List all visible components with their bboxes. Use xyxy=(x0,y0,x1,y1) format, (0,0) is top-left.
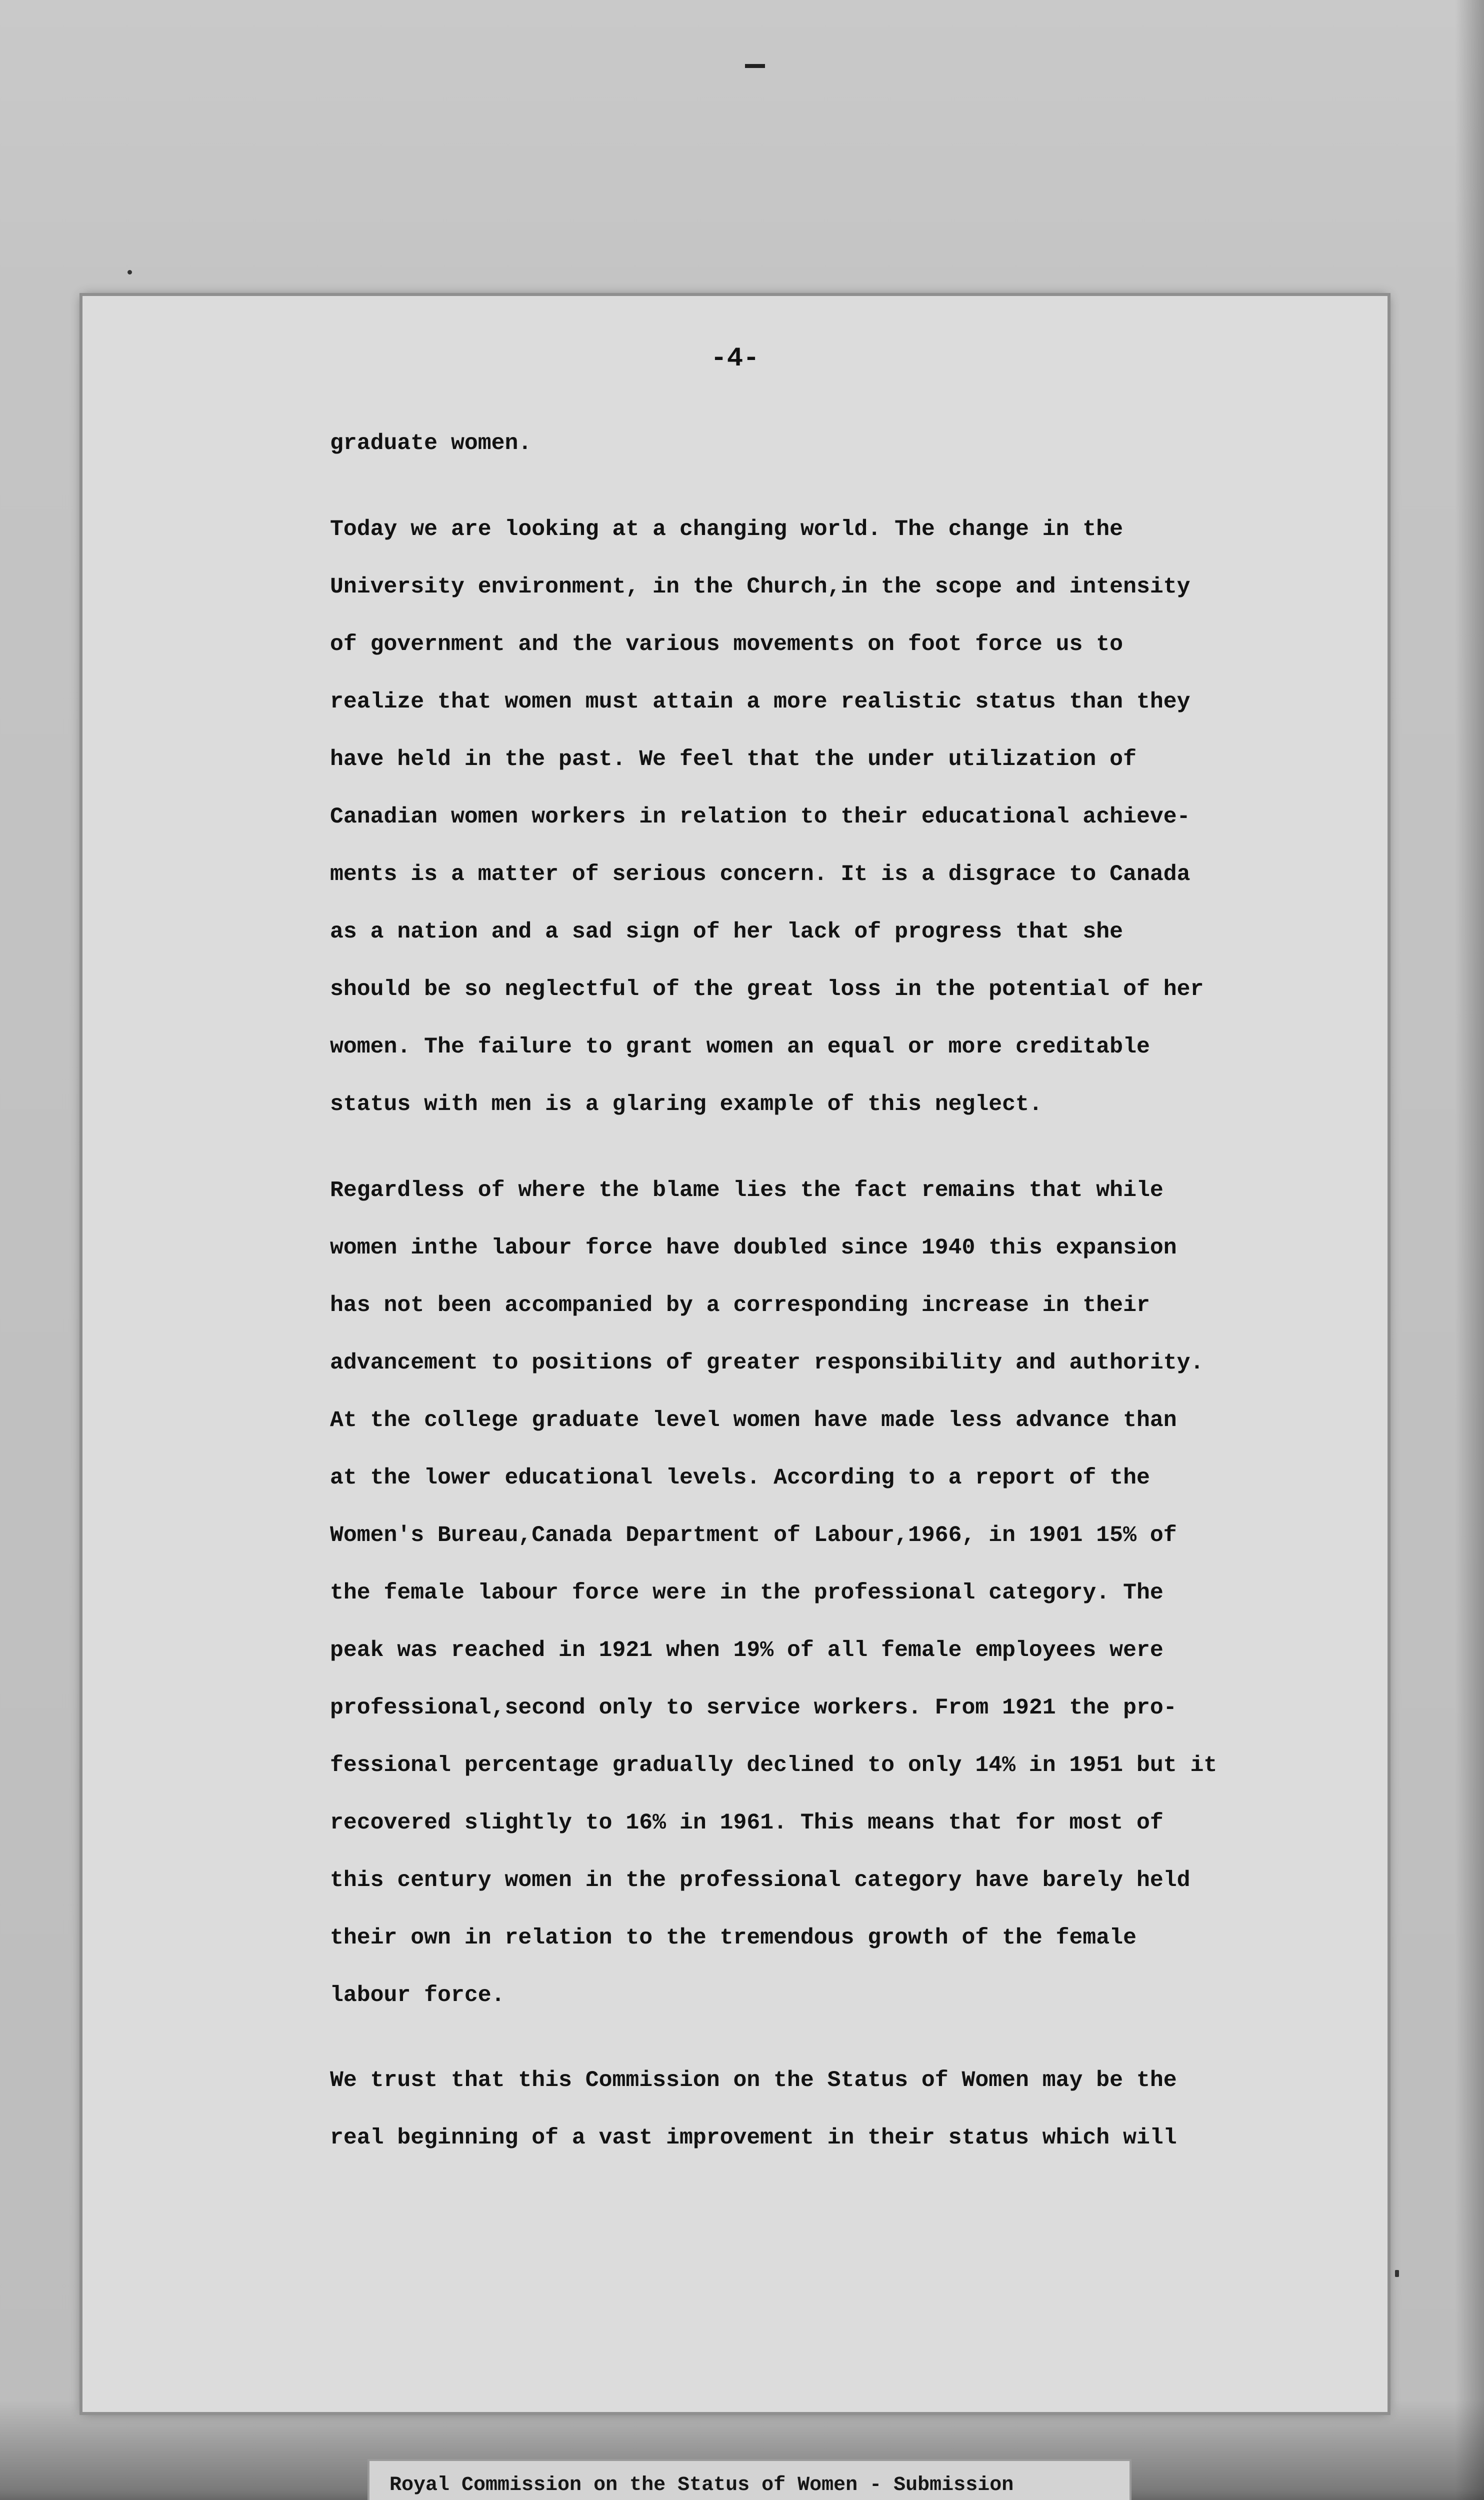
text-line: their own in relation to the tremendous growth of the female xyxy=(330,1926,1136,1950)
archive-reference-label xyxy=(368,2459,1132,2500)
text-line: University environment, in the Church,in the scope and intensity xyxy=(330,574,1190,600)
text-line: realize that women must attain a more realistic status than they xyxy=(330,690,1190,714)
text-line: women. The failure to grant women an equal or more creditable xyxy=(330,1034,1150,1060)
text-line: professional,second only to service workers. From 1921 the pro- xyxy=(330,1696,1177,1720)
text-line: ments is a matter of serious concern. It is a disgrace to Canada xyxy=(330,862,1190,887)
document-page xyxy=(82,296,1388,2412)
text-line: recovered slightly to 16% in 1961. This means that for most of xyxy=(330,1810,1164,1836)
text-line: peak was reached in 1921 when 19% of all female employees were xyxy=(330,1638,1164,1663)
film-edge-shadow xyxy=(1455,0,1484,2500)
text-line: at the lower educational levels. According to a report of the xyxy=(330,1466,1150,1490)
text-line: should be so neglectful of the great loss in the potential of her xyxy=(330,977,1204,1002)
film-speck xyxy=(1395,2270,1399,2277)
text-line: have held in the past. We feel that the under utilization of xyxy=(330,747,1136,772)
text-line: Regardless of where the blame lies the fact remains that while xyxy=(330,1178,1164,1203)
text-line: advancement to positions of greater responsibility and authority. xyxy=(330,1350,1204,1376)
text-line: fessional percentage gradually declined to only 14% in 1951 but it xyxy=(330,1753,1218,1778)
text-line: Canadian women workers in relation to their educational achieve- xyxy=(330,804,1190,830)
text-line: as a nation and a sad sign of her lack of progress that she xyxy=(330,920,1124,944)
text-line: has not been accompanied by a corresponding increase in their xyxy=(330,1293,1150,1318)
text-line: this century women in the professional category have barely held xyxy=(330,1868,1190,1893)
text-line: real beginning of a vast improvement in their status which will xyxy=(330,2126,1177,2150)
text-line: Today we are looking at a changing world. The change in the xyxy=(330,517,1124,542)
film-speck xyxy=(128,270,132,274)
text-line: We trust that this Commission on the Status of Women may be the xyxy=(330,2068,1177,2093)
text-line: Women's Bureau,Canada Department of Labour,1966, in 1901 15% of xyxy=(330,1523,1177,1548)
text-line: women inthe labour force have doubled since 1940 this expansion xyxy=(330,1236,1177,1260)
text-line: the female labour force were in the professional category. The xyxy=(330,1580,1164,1606)
text-line: of government and the various movements on foot force us to xyxy=(330,632,1124,657)
text-line: labour force. xyxy=(330,1983,505,2008)
film-registration-mark xyxy=(745,64,765,68)
text-line: graduate women. xyxy=(330,431,532,456)
text-line: status with men is a glaring example of this neglect. xyxy=(330,1092,1042,1117)
text-line: At the college graduate level women have made less advance than xyxy=(330,1408,1177,1433)
page-number: -4- xyxy=(710,344,760,374)
archive-label-title: Royal Commission on the Status of Women - Submission xyxy=(390,2474,1014,2496)
